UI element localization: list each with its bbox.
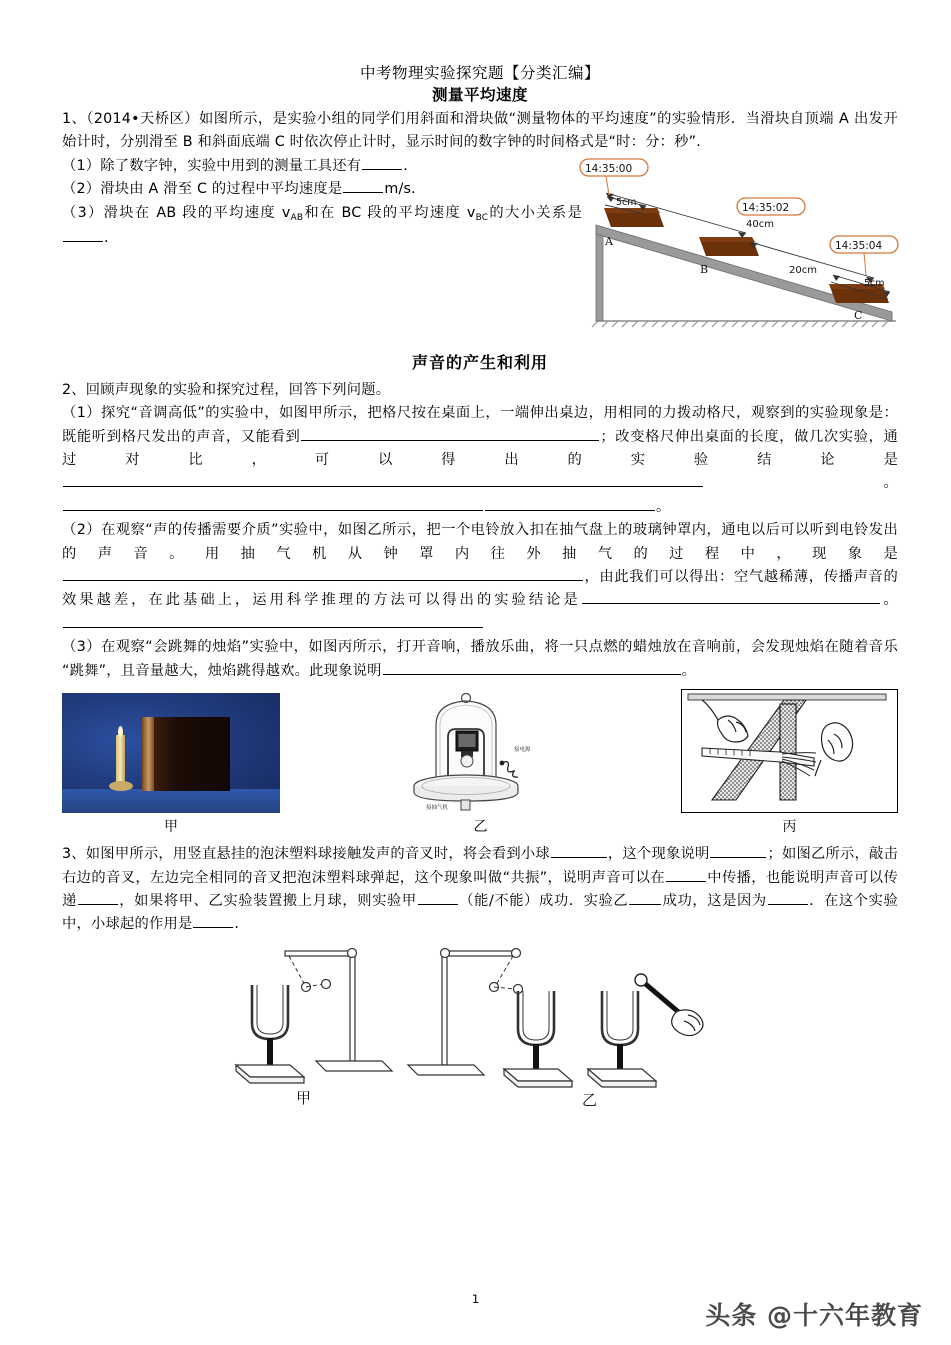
answer-blank[interactable] (301, 426, 599, 441)
watermark-text: 头条 @十六年教育 (705, 1301, 923, 1330)
question-2-part3 (62, 636, 898, 683)
question-1-sub1 (62, 155, 582, 178)
q3-text-h: ．在这个实验中，小球起的作用是 (62, 892, 899, 933)
q2-p1-text-b: ；改变格尺伸出桌面的长度，做几次实验，通过对比，可以得出的实验结论是 (62, 428, 899, 469)
question-1-stem: 1、（2014•天桥区）如图所示，是实验小组的同学们用斜面和滑块做“测量物体的平均速度”的实验情形．当滑块自顶端 A 出发开始计时，分别滑至 B 和斜面底端 C 时依次停止计时，显示时间的数字钟的时间格式是“时：分：秒”． (62, 111, 898, 151)
q3-text-f: （能/不能）成功．实验乙 (458, 892, 629, 909)
answer-blank[interactable] (193, 913, 233, 928)
q2-p2-text-b: ，由此我们可以得出：空气越稀薄，传播声音的效果越差，在此基础上，运用科学推理的方法可以得出的实验结论是 (62, 569, 898, 609)
q1-sub3-mid2: 的大小关系是 (488, 204, 582, 221)
q1-sub1-text: （1）除了数字钟，实验中用到的测量工具还有 (62, 157, 362, 174)
svg-text:B: B (700, 262, 709, 276)
candle-speaker-photo (62, 693, 280, 813)
q2-p2-text-a: （2）在观察“声的传播需要介质”实验中，如图乙所示，把一个电铃放入扣在抽气盘上的玻璃钟罩内，通电以后可以听到电铃发出的声音。用抽气机从钟罩内往外抽气的过程中，现象是 (62, 522, 898, 562)
svg-text:14:35:02: 14:35:02 (742, 201, 790, 214)
answer-blank[interactable] (63, 227, 103, 242)
q1-sub1-tail: ． (403, 157, 418, 174)
fork-label-jia: 甲 (296, 1088, 312, 1107)
question-1-subquestions (62, 155, 582, 251)
svg-text:接电源: 接电源 (513, 747, 531, 754)
candle-flame (118, 726, 123, 737)
tuning-fork-figure (230, 943, 730, 1123)
q2-p1-period-2: 。 (656, 498, 671, 515)
svg-text:5cm: 5cm (616, 196, 637, 208)
document-title: 中考物理实验探究题【分类汇编】 (359, 64, 600, 82)
document-subtitle: 测量平均速度 (431, 86, 528, 104)
answer-blank[interactable] (63, 472, 703, 487)
section-heading-sound: 声音的产生和利用 (411, 352, 548, 372)
block-a (604, 208, 664, 227)
block-b (699, 237, 759, 256)
q1-sub3-tail: ． (104, 230, 119, 247)
svg-text:20cm: 20cm (789, 264, 817, 276)
page-number: 1 (471, 1292, 480, 1306)
tuning-fork-figure-row (62, 943, 898, 1123)
speaker-box (154, 717, 230, 791)
q3-text-i: ． (234, 916, 249, 933)
q2-p3-period: 。 (681, 662, 697, 679)
answer-blank[interactable] (629, 890, 661, 905)
q2-p2-period: 。 (880, 592, 898, 609)
fork-label-yi: 乙 (582, 1090, 598, 1109)
q3-text-d: 中传播，也能说明声音可以传递 (62, 869, 898, 909)
document-content (62, 62, 898, 1123)
svg-text:5cm: 5cm (864, 277, 885, 289)
answer-blank[interactable] (710, 843, 766, 858)
q1-sub2-text: （2）滑块由 A 滑至 C 的过程中平均速度是 (62, 181, 343, 198)
q2-p1-period-1: 。 (704, 475, 898, 492)
figure-jia-cell (62, 693, 280, 837)
answer-blank[interactable] (63, 496, 483, 511)
question-2-part2 (62, 519, 898, 636)
inclined-plane-figure (574, 149, 904, 334)
time-label-b (737, 198, 805, 215)
figure-label-bing: 丙 (782, 819, 797, 836)
answer-blank[interactable] (63, 613, 483, 628)
answer-blank[interactable] (63, 566, 583, 581)
candle-body (116, 735, 125, 783)
ruler-pluck-figure (681, 689, 898, 813)
v-bc-subscript: BC (475, 212, 489, 223)
q2-p3-text-a: （3）在观察“会跳舞的烛焰”实验中，如图丙所示，打开音响，播放乐曲，将一只点燃的蜡烛放在音响前，会发现烛焰在随着音乐“跳舞”，且音量越大，烛焰跳得越欢。此现象说明 (62, 639, 898, 679)
question-2-stem: 2、回顾声现象的实验和探究过程，回答下列问题。 (62, 381, 391, 398)
answer-blank[interactable] (768, 890, 808, 905)
figure-yi-cell (406, 691, 556, 837)
question-1-sub2 (62, 178, 582, 201)
q1-sub3-mid: 和在 BC 段的平均速度 v (303, 204, 476, 221)
question-3 (62, 843, 898, 937)
figure-bing-cell (681, 689, 898, 837)
figure-row-jia-yi-bing (62, 689, 898, 837)
q3-text-c: ；如图乙所示，敲击右边的音叉，左边完全相同的音叉把泡沫塑料球弹起，这个现象叫做“共振”，说明声音可以在 (62, 846, 898, 886)
bell-jar-figure (406, 691, 556, 813)
svg-text:40cm: 40cm (746, 218, 774, 230)
answer-blank[interactable] (383, 660, 681, 675)
q1-sub2-tail: m/s． (384, 181, 426, 198)
question-1-sub3 (62, 202, 582, 251)
question-2-part1 (62, 402, 898, 519)
q3-text-a: 3、如图甲所示，用竖直悬挂的泡沫塑料球接触发声的音叉时，将会看到小球 (62, 846, 550, 863)
answer-blank[interactable] (362, 155, 402, 170)
svg-text:14:35:04: 14:35:04 (835, 239, 883, 252)
answer-blank[interactable] (582, 589, 880, 604)
svg-text:14:35:00: 14:35:00 (585, 162, 633, 175)
svg-text:C: C (854, 308, 863, 322)
svg-text:A: A (605, 234, 613, 248)
figure-label-jia: 甲 (164, 819, 178, 836)
answer-blank[interactable] (418, 890, 458, 905)
q1-sub3-text: （3）滑块在 AB 段的平均速度 v (62, 204, 291, 221)
answer-blank[interactable] (485, 496, 655, 511)
answer-blank[interactable] (78, 890, 118, 905)
answer-blank[interactable] (551, 843, 607, 858)
q3-text-b: ，这个现象说明 (607, 846, 710, 863)
answer-blank[interactable] (343, 178, 383, 193)
q3-text-e: ，如果将甲、乙实验装置搬上月球，则实验甲 (118, 892, 417, 909)
photo-floor (62, 789, 280, 813)
answer-blank[interactable] (666, 867, 706, 882)
time-label-c (830, 236, 898, 253)
time-label-a (580, 159, 648, 176)
q2-p1-text-a: （1）探究“音调高低”的实验中，如图甲所示，把格尺按在桌面上，一端伸出桌边，用相同的力拨动格尺，观察到的实验现象是：既能听到格尺发出的声音，又能看到 (62, 405, 898, 445)
q3-text-g: 成功，这是因为 (662, 892, 767, 909)
v-ab-subscript: AB (290, 212, 304, 223)
figure-label-yi: 乙 (473, 819, 488, 836)
question-1-body (62, 155, 898, 337)
svg-text:接抽气机: 接抽气机 (425, 805, 448, 812)
